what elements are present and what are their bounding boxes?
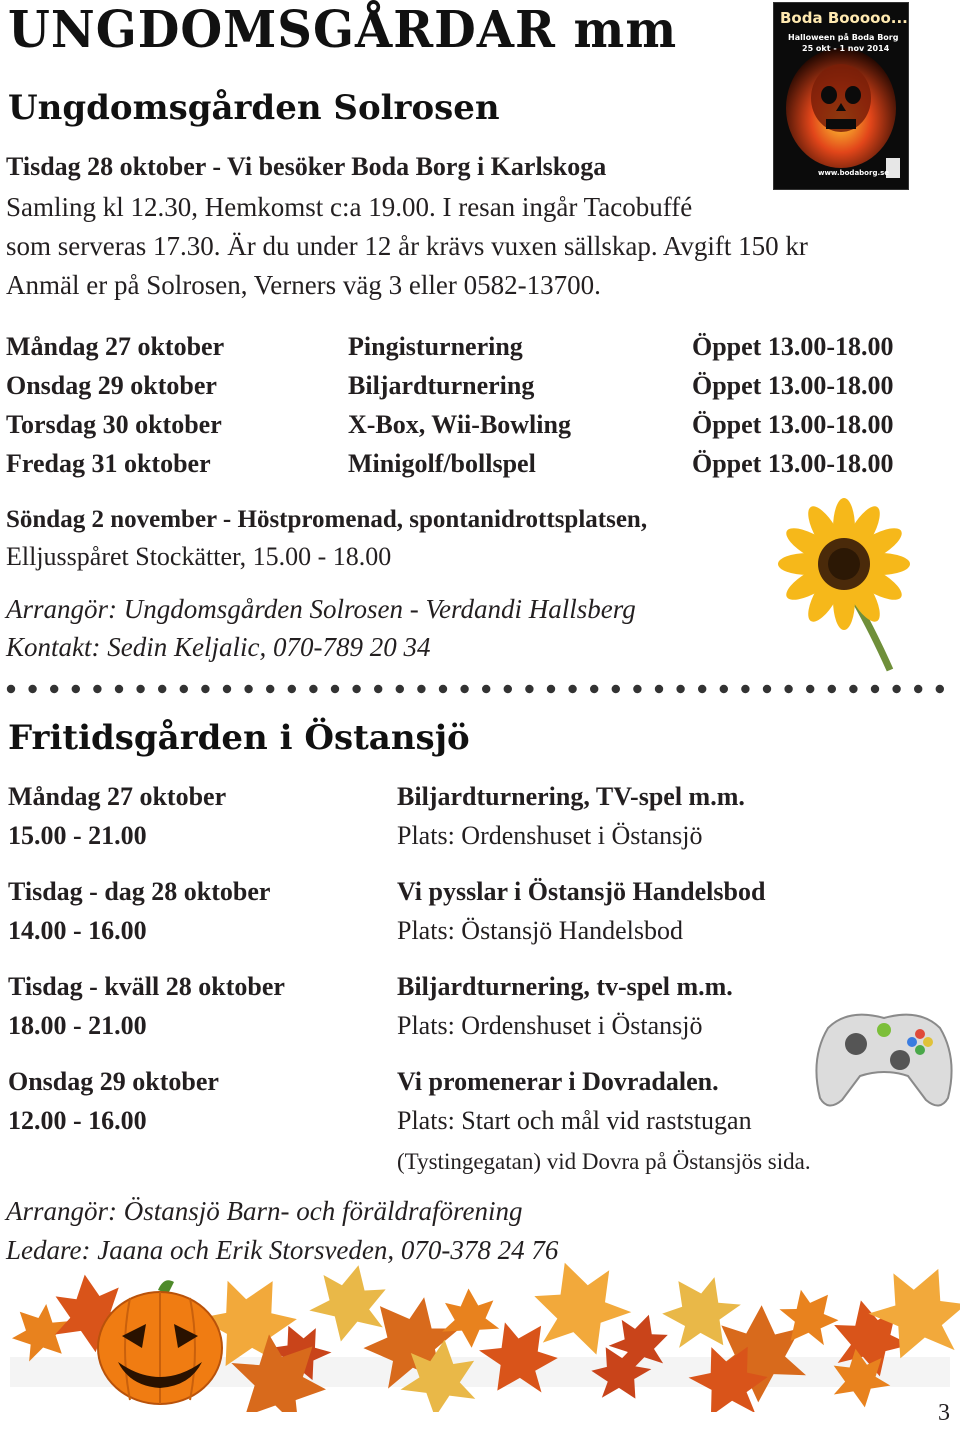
schedule-hours: Öppet 13.00-18.00 — [692, 410, 894, 439]
divider-dot — [482, 685, 490, 693]
divider-dot — [352, 685, 360, 693]
ostansjo-heading: Fritidsgården i Östansjö — [8, 718, 470, 758]
event-day: Tisdag - dag 28 oktober — [8, 877, 271, 906]
sunday-location: Elljusspåret Stockätter, 15.00 - 18.00 — [6, 542, 392, 571]
divider-dot — [136, 685, 144, 693]
divider-dot — [309, 685, 317, 693]
solrosen-intro-line: som serveras 17.30. Är du under 12 år krävs vuxen sällskap. Avgift 150 kr — [6, 231, 808, 261]
divider-dot — [396, 685, 404, 693]
page-number: 3 — [938, 1400, 950, 1426]
solrosen-heading: Ungdomsgården Solrosen — [8, 88, 500, 128]
divider-dot — [763, 685, 771, 693]
schedule-hours: Öppet 13.00-18.00 — [692, 332, 894, 361]
divider-dot — [266, 685, 274, 693]
divider-dot — [568, 685, 576, 693]
event-place: Plats: Östansjö Handelsbod — [397, 916, 683, 945]
skull-flame-illustration — [774, 3, 908, 189]
divider-dot — [288, 685, 296, 693]
divider-dot — [525, 685, 533, 693]
divider-dot — [914, 685, 922, 693]
solrosen-intro-bold: Tisdag 28 oktober - Vi besöker Boda Borg i Karlskoga — [6, 152, 607, 181]
divider-dot — [439, 685, 447, 693]
solrosen-organizer: Arrangör: Ungdomsgården Solrosen - Verdandi Hallsberg — [6, 594, 636, 624]
leaf-icon — [440, 1287, 500, 1349]
divider-dot — [374, 685, 382, 693]
event-time: 18.00 - 21.00 — [8, 1011, 147, 1040]
divider-dot — [504, 685, 512, 693]
event-time: 14.00 - 16.00 — [8, 916, 147, 945]
leaf-icon — [304, 1262, 395, 1350]
event-day: Tisdag - kväll 28 oktober — [8, 972, 285, 1001]
event-title: Biljardturnering, tv-spel m.m. — [397, 972, 733, 1001]
page-title: UNGDOMSGÅRDAR mm — [8, 0, 678, 60]
divider-dot — [784, 685, 792, 693]
divider-dot — [28, 685, 36, 693]
boda-borg-poster — [773, 2, 909, 190]
schedule-day: Fredag 31 oktober — [6, 449, 211, 478]
jack-o-lantern-icon — [98, 1280, 222, 1404]
event-title: Vi pysslar i Östansjö Handelsbod — [397, 877, 766, 906]
divider-dot — [115, 685, 123, 693]
divider-dot — [547, 685, 555, 693]
divider-dot — [741, 685, 749, 693]
schedule-day: Torsdag 30 oktober — [6, 410, 222, 439]
divider-dot — [50, 685, 58, 693]
event-day: Onsdag 29 oktober — [8, 1067, 219, 1096]
event-place: Plats: Ordenshuset i Östansjö — [397, 821, 703, 850]
divider-dot — [158, 685, 166, 693]
schedule-row — [6, 332, 946, 368]
poster-subtitle-2: 25 okt - 1 nov 2014 — [802, 44, 890, 53]
divider-dot — [244, 685, 252, 693]
schedule-row — [6, 410, 946, 446]
schedule-hours: Öppet 13.00-18.00 — [692, 371, 894, 400]
event-extra: (Tystingegatan) vid Dovra på Östansjös sida. — [397, 1149, 811, 1174]
schedule-activity: Biljardturnering — [348, 371, 535, 400]
divider-dot — [331, 685, 339, 693]
event-title: Biljardturnering, TV-spel m.m. — [397, 782, 745, 811]
schedule-row — [6, 449, 946, 485]
poster-subtitle-1: Halloween på Boda Borg — [788, 33, 899, 42]
poster-url: www.bodaborg.se — [818, 169, 890, 177]
poster-title: Boda Booooo... — [780, 9, 908, 27]
divider-dot — [7, 685, 15, 693]
divider-dot — [223, 685, 231, 693]
divider-dot — [676, 685, 684, 693]
divider-dot — [871, 685, 879, 693]
ostansjo-leaders: Ledare: Jaana och Erik Storsveden, 070-378 24 76 — [6, 1235, 559, 1265]
divider-dot — [93, 685, 101, 693]
schedule-day: Måndag 27 oktober — [6, 332, 225, 361]
schedule-day: Onsdag 29 oktober — [6, 371, 217, 400]
divider-dot — [201, 685, 209, 693]
solrosen-intro-line: Anmäl er på Solrosen, Verners väg 3 eller 0582-13700. — [6, 270, 601, 300]
divider-dot — [460, 685, 468, 693]
event-time: 15.00 - 21.00 — [8, 821, 147, 850]
divider-dot — [698, 685, 706, 693]
event-place: Plats: Start och mål vid raststugan — [397, 1106, 752, 1135]
divider-dot — [590, 685, 598, 693]
ostansjo-organizer: Arrangör: Östansjö Barn- och föräldraförening — [6, 1196, 523, 1226]
event-place: Plats: Ordenshuset i Östansjö — [397, 1011, 703, 1040]
divider-dot — [633, 685, 641, 693]
schedule-hours: Öppet 13.00-18.00 — [692, 449, 894, 478]
divider-dot — [936, 685, 944, 693]
autumn-leaves-border — [0, 1262, 960, 1412]
game-controller-image — [808, 988, 960, 1118]
dotted-divider — [6, 682, 956, 696]
event-time: 12.00 - 16.00 — [8, 1106, 147, 1135]
schedule-row — [6, 371, 946, 407]
divider-dot — [892, 685, 900, 693]
solrosen-contact: Kontakt: Sedin Keljalic, 070-789 20 34 — [6, 632, 431, 662]
divider-dot — [655, 685, 663, 693]
event-day: Måndag 27 oktober — [8, 782, 227, 811]
schedule-activity: X-Box, Wii-Bowling — [348, 410, 571, 439]
divider-dot — [849, 685, 857, 693]
schedule-activity: Pingisturnering — [348, 332, 523, 361]
event-title: Vi promenerar i Dovradalen. — [397, 1067, 719, 1096]
schedule-activity: Minigolf/bollspel — [348, 449, 536, 478]
divider-dot — [720, 685, 728, 693]
divider-dot — [806, 685, 814, 693]
divider-dot — [72, 685, 80, 693]
divider-dot — [180, 685, 188, 693]
divider-dot — [612, 685, 620, 693]
sunday-event: Söndag 2 november - Höstpromenad, spontanidrottsplatsen, — [6, 506, 648, 533]
divider-dot — [417, 685, 425, 693]
solrosen-intro-line: Samling kl 12.30, Hemkomst c:a 19.00. I resan ingår Tacobuffé — [6, 192, 693, 222]
divider-dot — [828, 685, 836, 693]
sunflower-image — [778, 492, 912, 672]
